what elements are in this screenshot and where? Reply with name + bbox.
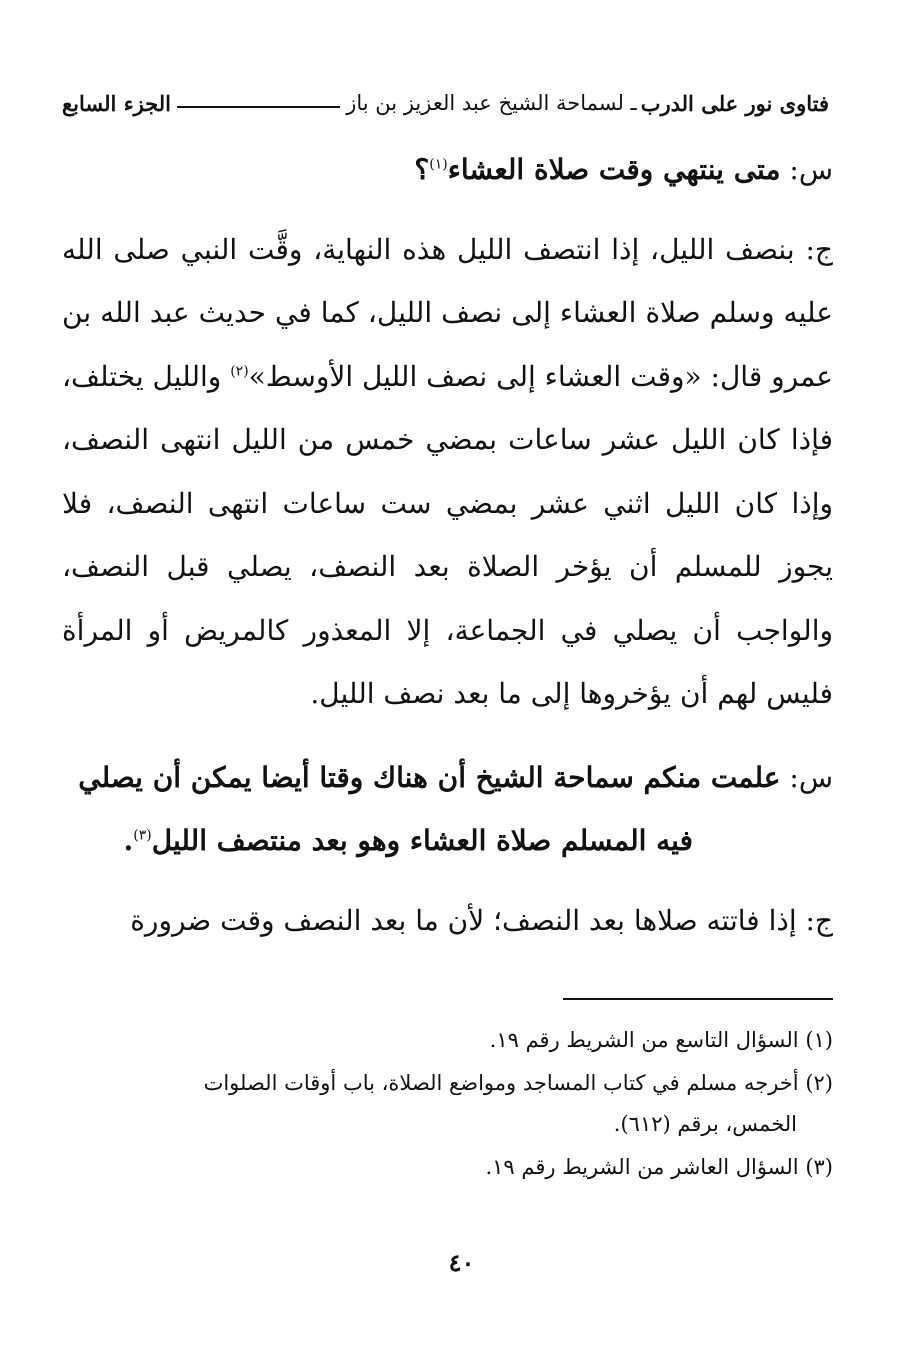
author-line: ـ لسماحة الشيخ عبد العزيز بن باز — [346, 91, 637, 115]
footnote-1: (١) السؤال التاسع من الشريط رقم ١٩. — [489, 1028, 833, 1052]
question: س: متى ينتهي وقت صلاة العشاء$^{(١)}$؟ — [414, 153, 833, 186]
qa-block-2 — [62, 746, 833, 953]
footnote-marker: (١) — [429, 156, 448, 173]
footnote-marker: (٢) — [230, 363, 249, 380]
answer: ج: إذا فاتته صلاها بعد النصف؛ لأن ما بعد النصف وقت ضرورة — [130, 903, 833, 937]
question: س: علمت منكم سماحة الشيخ أن هناك وقتا أيضا يمكن أن يصلي فيه المسلم صلاة العشاء وهو بعد منتصف الليل$^{(٣)}$. — [78, 760, 833, 857]
answer: ج: بنصف الليل، إذا انتصف الليل هذه النهاية، وقَّت النبي صلى الله عليه وسلم صلاة العشاء إلى نصف الليل، كما في حديث عبد الله بن عمرو قال: «وقت العشاء إلى نصف الليل الأوسط»$^{(٢)}$ والليل يختلف، فإذا كان الليل عشر ساعات بمضي خمس من الليل انتهى النصف، وإذا كان الليل اثني عشر بمضي ست ساعات انتهى النصف، فلا يجوز للمسلم أن يؤخر الصلاة بعد النصف، يصلي قبل النصف، والواجب أن يصلي في الجماعة، إلا المعذور كالمريض أو المرأة فليس لهم أن يؤخروها إلى ما بعد نصف الليل. — [62, 232, 833, 710]
header-rule — [177, 106, 340, 108]
footnote-marker: (٣) — [133, 827, 152, 844]
footnote-rule — [563, 998, 833, 1000]
footnote-3: (٣) السؤال العاشر من الشريط رقم ١٩. — [485, 1155, 833, 1179]
running-header — [62, 86, 833, 120]
footnote-2: (٢) أخرجه مسلم في كتاب المساجد ومواضع الصلاة، باب أوقات الصلوات الخمس، برقم (٦١٢). — [203, 1071, 833, 1136]
qa-block-1 — [62, 138, 833, 726]
main-content — [62, 138, 833, 952]
footnotes — [62, 1020, 833, 1190]
page-number: ٤٠ — [448, 1248, 475, 1277]
book-title: فتاوى نور على الدرب — [640, 90, 829, 116]
part-label: الجزء السابع — [62, 90, 171, 116]
